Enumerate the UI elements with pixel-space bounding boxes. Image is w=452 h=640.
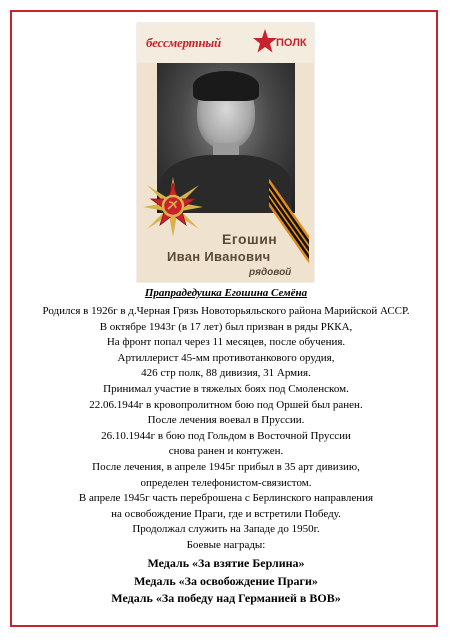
bio-line: Продолжал служить на Западе до 1950г. (132, 523, 320, 536)
logo-text-polk: ПОЛК (276, 37, 307, 49)
bio-line: В апреле 1945г часть переброшена с Берлинского направления (78, 492, 374, 505)
immortal-regiment-poster (137, 23, 314, 282)
portrait-hair (193, 71, 259, 101)
biography-text (12, 304, 440, 554)
bio-line: снова ранен и контужен. (168, 445, 284, 458)
bio-line: на освобождение Праги, где и встретили Победу. (111, 507, 341, 520)
bio-line: Родился в 1926г в д.Черная Грязь Новоторьяльского района Марийской АССР. (42, 305, 410, 317)
award-item: Медаль «За взятие Берлина» (147, 556, 305, 570)
bio-line: На фронт попал через 11 месяцев, после обучения. (106, 336, 346, 349)
award-item: Медаль «За освобождение Праги» (134, 573, 318, 588)
bio-line: 26.10.1944г в бою под Гольдом в Восточной Пруссии (101, 429, 351, 442)
bio-line: 426 стр полк, 88 дивизия, 31 Армия. (141, 367, 311, 380)
bio-line: Артиллерист 45-мм противотанкового орудия, (117, 351, 335, 364)
soldier-rank: рядовой (249, 267, 292, 278)
bio-line: После лечения воевал в Пруссии. (147, 414, 305, 427)
st-george-ribbon (269, 171, 309, 271)
order-of-patriotic-war-icon (141, 175, 205, 239)
bio-line: 22.06.1944г в кровопролитном бою под Оршей был ранен. (89, 398, 363, 411)
red-star-icon (252, 28, 278, 54)
bio-line: Принимал участие в тяжелых боях под Смоленском. (103, 382, 349, 395)
award-item: Медаль «За победу над Германией в ВОВ» (111, 591, 341, 605)
soldier-surname: Егошин (222, 231, 278, 247)
bio-line: В октябре 1943г (в 17 лет) был призван в ряды РККА, (99, 320, 353, 333)
soldier-given-names: Иван Иванович (167, 249, 271, 264)
bio-line: определен телефонистом-связистом. (140, 476, 312, 489)
bio-line: После лечения, в апреле 1945г прибыл в 35 арт дивизию, (92, 460, 360, 473)
bio-line: Боевые награды: (186, 538, 266, 551)
awards-list (12, 555, 440, 608)
logo-text-bessmertny: бессмертный (146, 35, 221, 50)
document-caption: Прапрадедушка Егошина Семёна (144, 287, 308, 299)
